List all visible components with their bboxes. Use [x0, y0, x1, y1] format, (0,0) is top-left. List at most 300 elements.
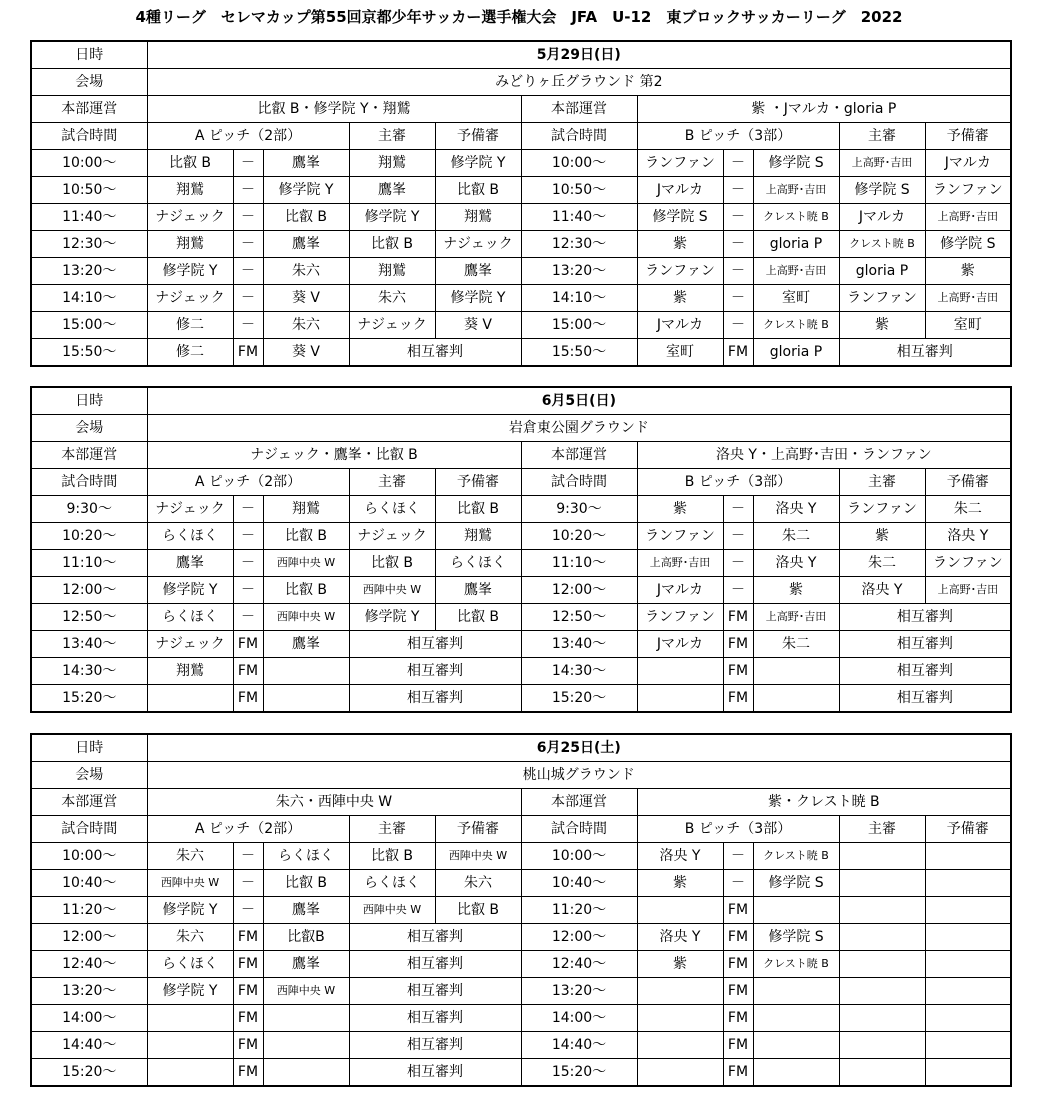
vs-mark-cell: － [723, 204, 753, 231]
match-time-label: 試合時間 [31, 123, 147, 150]
referee-cell: 西陣中央 W [349, 577, 435, 604]
vs-mark-cell: － [723, 231, 753, 258]
referee-cell [839, 924, 925, 951]
time-cell: 15:20～ [521, 685, 637, 713]
table-row [31, 658, 1011, 685]
venue-label: 会場 [31, 415, 147, 442]
referee-cell [839, 951, 925, 978]
team-home-cell: ナジェック [147, 285, 233, 312]
time-cell: 10:20～ [31, 523, 147, 550]
team-home-cell: 翔鷲 [147, 231, 233, 258]
team-away-cell: 比叡 B [263, 204, 349, 231]
time-cell: 10:00～ [31, 150, 147, 177]
table-row [31, 1032, 1011, 1059]
time-cell: 11:10～ [521, 550, 637, 577]
vs-mark-cell: FM [233, 339, 263, 367]
table-row [31, 1005, 1011, 1032]
vs-mark-cell: FM [723, 951, 753, 978]
team-away-cell [263, 658, 349, 685]
reserve-cell [925, 1005, 1011, 1032]
time-cell: 13:40～ [521, 631, 637, 658]
time-cell: 14:00～ [31, 1005, 147, 1032]
team-home-cell: 紫 [637, 870, 723, 897]
time-cell: 15:50～ [31, 339, 147, 367]
reserve-label: 予備審 [435, 123, 521, 150]
vs-mark-cell: FM [723, 604, 753, 631]
vs-mark-cell: FM [233, 685, 263, 713]
vs-mark-cell: － [723, 843, 753, 870]
time-cell: 12:00～ [31, 577, 147, 604]
mutual-referee: 相互審判 [839, 604, 1011, 631]
vs-mark-cell: FM [723, 658, 753, 685]
team-home-cell [147, 1059, 233, 1087]
team-away-cell [753, 1005, 839, 1032]
time-cell: 12:50～ [521, 604, 637, 631]
page-title: 4種リーグ セレマカップ第55回京都少年サッカー選手権大会 JFA U-12 東ブロックサッカーリーグ 2022 [135, 8, 903, 26]
team-home-cell [637, 658, 723, 685]
referee-label: 主審 [349, 816, 435, 843]
reserve-cell: 鷹峯 [435, 258, 521, 285]
vs-mark-cell: － [233, 312, 263, 339]
team-home-cell: 室町 [637, 339, 723, 367]
time-cell: 13:20～ [521, 978, 637, 1005]
vs-mark-cell: FM [723, 978, 753, 1005]
vs-mark-cell: － [723, 258, 753, 285]
time-cell: 14:40～ [31, 1032, 147, 1059]
mutual-referee: 相互審判 [349, 339, 521, 367]
reserve-cell [925, 978, 1011, 1005]
team-home-cell: Jマルカ [637, 631, 723, 658]
time-cell: 15:00～ [31, 312, 147, 339]
hq-teams-a: 朱六・西陣中央 W [147, 789, 521, 816]
table-row [31, 631, 1011, 658]
venue-name: 桃山城グラウンド [147, 762, 1011, 789]
vs-mark-cell: FM [723, 685, 753, 713]
time-cell: 12:40～ [521, 951, 637, 978]
hq-label: 本部運営 [521, 96, 637, 123]
reserve-label: 予備審 [435, 816, 521, 843]
mutual-referee: 相互審判 [839, 685, 1011, 713]
table-row [31, 550, 1011, 577]
referee-cell [839, 1032, 925, 1059]
team-away-cell: クレスト暁 B [753, 204, 839, 231]
team-away-cell [753, 1059, 839, 1087]
vs-mark-cell: － [233, 843, 263, 870]
vs-mark-cell: － [233, 258, 263, 285]
time-cell: 14:40～ [521, 1032, 637, 1059]
team-away-cell [753, 897, 839, 924]
vs-mark-cell: FM [723, 897, 753, 924]
reserve-cell [925, 843, 1011, 870]
time-cell: 14:00～ [521, 1005, 637, 1032]
time-cell: 14:10～ [31, 285, 147, 312]
schedule-table [30, 40, 1012, 367]
team-away-cell: 鷹峯 [263, 951, 349, 978]
referee-cell [839, 870, 925, 897]
vs-mark-cell: FM [723, 1005, 753, 1032]
vs-mark-cell: － [233, 231, 263, 258]
team-home-cell: ナジェック [147, 204, 233, 231]
vs-mark-cell: FM [723, 339, 753, 367]
venue-name: みどりヶ丘グラウンド 第2 [147, 69, 1011, 96]
vs-mark-cell: FM [233, 658, 263, 685]
vs-mark-cell: － [723, 523, 753, 550]
referee-label: 主審 [349, 123, 435, 150]
table-row [31, 978, 1011, 1005]
reserve-cell: 翔鷲 [435, 523, 521, 550]
vs-mark-cell: － [233, 550, 263, 577]
referee-label: 主審 [839, 816, 925, 843]
referee-cell [839, 843, 925, 870]
table-row [31, 604, 1011, 631]
team-away-cell: 朱二 [753, 523, 839, 550]
team-home-cell: 比叡 B [147, 150, 233, 177]
team-away-cell: 室町 [753, 285, 839, 312]
reserve-cell: 室町 [925, 312, 1011, 339]
referee-cell: ナジェック [349, 523, 435, 550]
team-home-cell: 鷹峯 [147, 550, 233, 577]
reserve-cell: 紫 [925, 258, 1011, 285]
team-away-cell: 鷹峯 [263, 231, 349, 258]
table-row [31, 496, 1011, 523]
table-row [31, 150, 1011, 177]
datetime-label: 日時 [31, 41, 147, 69]
team-home-cell [147, 1005, 233, 1032]
team-home-cell: 紫 [637, 285, 723, 312]
team-away-cell: らくほく [263, 843, 349, 870]
match-date: 6月25日(土) [147, 734, 1011, 762]
team-away-cell: gloria P [753, 339, 839, 367]
team-home-cell: 修二 [147, 312, 233, 339]
time-cell: 10:50～ [31, 177, 147, 204]
table-row [31, 339, 1011, 367]
reserve-label: 予備審 [925, 816, 1011, 843]
team-away-cell: 葵 V [263, 285, 349, 312]
mutual-referee: 相互審判 [349, 978, 521, 1005]
referee-cell [839, 1005, 925, 1032]
referee-cell: ランファン [839, 285, 925, 312]
team-away-cell: 洛央 Y [753, 496, 839, 523]
team-away-cell: 洛央 Y [753, 550, 839, 577]
vs-mark-cell: FM [233, 924, 263, 951]
team-home-cell: 翔鷲 [147, 177, 233, 204]
reserve-cell: 上高野･吉田 [925, 204, 1011, 231]
time-cell: 12:00～ [521, 577, 637, 604]
mutual-referee: 相互審判 [349, 1059, 521, 1087]
vs-mark-cell: － [233, 523, 263, 550]
team-away-cell: 葵 V [263, 339, 349, 367]
team-away-cell: 紫 [753, 577, 839, 604]
time-cell: 15:50～ [521, 339, 637, 367]
time-cell: 12:00～ [521, 924, 637, 951]
team-home-cell [637, 685, 723, 713]
time-cell: 10:00～ [31, 843, 147, 870]
time-cell: 10:20～ [521, 523, 637, 550]
time-cell: 9:30～ [521, 496, 637, 523]
vs-mark-cell: FM [233, 1032, 263, 1059]
match-time-label: 試合時間 [31, 469, 147, 496]
venue-name: 岩倉東公園グラウンド [147, 415, 1011, 442]
hq-label: 本部運営 [31, 442, 147, 469]
vs-mark-cell: － [233, 150, 263, 177]
team-home-cell: ナジェック [147, 631, 233, 658]
table-row [31, 897, 1011, 924]
team-home-cell: らくほく [147, 523, 233, 550]
team-away-cell [263, 1032, 349, 1059]
team-away-cell: 朱六 [263, 312, 349, 339]
reserve-cell: ランファン [925, 177, 1011, 204]
reserve-cell [925, 1032, 1011, 1059]
referee-cell [839, 897, 925, 924]
vs-mark-cell: － [723, 577, 753, 604]
team-away-cell: 朱六 [263, 258, 349, 285]
team-away-cell: 比叡 B [263, 870, 349, 897]
vs-mark-cell: － [723, 150, 753, 177]
pitch-b-label: B ピッチ（3部） [637, 816, 839, 843]
team-home-cell: 洛央 Y [637, 843, 723, 870]
mutual-referee: 相互審判 [349, 658, 521, 685]
mutual-referee: 相互審判 [349, 685, 521, 713]
pitch-b-label: B ピッチ（3部） [637, 123, 839, 150]
time-cell: 15:20～ [31, 685, 147, 713]
hq-teams-b: 紫・クレスト暁 B [637, 789, 1011, 816]
vs-mark-cell: － [723, 550, 753, 577]
match-time-label: 試合時間 [521, 816, 637, 843]
referee-cell: らくほく [349, 496, 435, 523]
team-away-cell [753, 685, 839, 713]
team-away-cell: 西陣中央 W [263, 550, 349, 577]
hq-teams-a: ナジェック・鷹峯・比叡 B [147, 442, 521, 469]
reserve-cell [925, 870, 1011, 897]
referee-cell: 西陣中央 W [349, 897, 435, 924]
team-home-cell: 修学院 Y [147, 978, 233, 1005]
team-home-cell: 朱六 [147, 924, 233, 951]
time-cell: 11:20～ [521, 897, 637, 924]
team-home-cell [637, 978, 723, 1005]
time-cell: 10:40～ [31, 870, 147, 897]
reserve-cell [925, 1059, 1011, 1087]
time-cell: 15:20～ [521, 1059, 637, 1087]
team-home-cell: 修学院 Y [147, 897, 233, 924]
team-home-cell: 修学院 Y [147, 577, 233, 604]
time-cell: 13:20～ [521, 258, 637, 285]
reserve-cell: 比叡 B [435, 897, 521, 924]
team-home-cell [147, 1032, 233, 1059]
time-cell: 11:40～ [31, 204, 147, 231]
reserve-label: 予備審 [925, 123, 1011, 150]
vs-mark-cell: － [233, 496, 263, 523]
referee-cell: らくほく [349, 870, 435, 897]
team-home-cell: ランファン [637, 150, 723, 177]
vs-mark-cell: － [233, 204, 263, 231]
table-row [31, 685, 1011, 713]
referee-cell: 翔鷲 [349, 150, 435, 177]
team-home-cell: 洛央 Y [637, 924, 723, 951]
table-row [31, 951, 1011, 978]
team-away-cell: 上高野･吉田 [753, 604, 839, 631]
table-row [31, 523, 1011, 550]
mutual-referee: 相互審判 [839, 631, 1011, 658]
time-cell: 13:20～ [31, 258, 147, 285]
hq-label: 本部運営 [31, 96, 147, 123]
referee-label: 主審 [349, 469, 435, 496]
reserve-label: 予備審 [925, 469, 1011, 496]
team-home-cell: ランファン [637, 258, 723, 285]
team-home-cell: 翔鷲 [147, 658, 233, 685]
referee-cell: 修学院 Y [349, 604, 435, 631]
hq-label: 本部運営 [521, 789, 637, 816]
mutual-referee: 相互審判 [349, 631, 521, 658]
team-home-cell: 紫 [637, 496, 723, 523]
time-cell: 11:10～ [31, 550, 147, 577]
mutual-referee: 相互審判 [349, 1005, 521, 1032]
referee-cell: ナジェック [349, 312, 435, 339]
mutual-referee: 相互審判 [839, 339, 1011, 367]
referee-label: 主審 [839, 469, 925, 496]
reserve-cell: らくほく [435, 550, 521, 577]
referee-cell: 修学院 Y [349, 204, 435, 231]
time-cell: 14:30～ [31, 658, 147, 685]
hq-teams-a: 比叡 B・修学院 Y・翔鷲 [147, 96, 521, 123]
team-home-cell [637, 1005, 723, 1032]
referee-cell: gloria P [839, 258, 925, 285]
team-home-cell: 朱六 [147, 843, 233, 870]
mutual-referee: 相互審判 [349, 924, 521, 951]
vs-mark-cell: － [233, 604, 263, 631]
team-away-cell [263, 1005, 349, 1032]
schedule-table [30, 386, 1012, 713]
time-cell: 13:40～ [31, 631, 147, 658]
vs-mark-cell: － [233, 897, 263, 924]
mutual-referee: 相互審判 [349, 951, 521, 978]
time-cell: 13:20～ [31, 978, 147, 1005]
vs-mark-cell: － [233, 870, 263, 897]
team-home-cell: 紫 [637, 231, 723, 258]
team-away-cell: 修学院 S [753, 150, 839, 177]
pitch-a-label: A ピッチ（2部） [147, 816, 349, 843]
table-row [31, 312, 1011, 339]
reserve-cell: ランファン [925, 550, 1011, 577]
vs-mark-cell: － [723, 177, 753, 204]
team-away-cell: クレスト暁 B [753, 843, 839, 870]
referee-cell: 洛央 Y [839, 577, 925, 604]
mutual-referee: 相互審判 [349, 1032, 521, 1059]
table-row [31, 177, 1011, 204]
time-cell: 15:00～ [521, 312, 637, 339]
reserve-cell: 洛央 Y [925, 523, 1011, 550]
hq-teams-b: 洛央 Y・上高野･吉田・ランファン [637, 442, 1011, 469]
team-home-cell [637, 1059, 723, 1087]
team-home-cell: 紫 [637, 951, 723, 978]
team-away-cell: 上高野･吉田 [753, 258, 839, 285]
referee-cell: 比叡 B [349, 843, 435, 870]
vs-mark-cell: － [233, 177, 263, 204]
team-away-cell [263, 685, 349, 713]
reserve-cell: 西陣中央 W [435, 843, 521, 870]
match-date: 5月29日(日) [147, 41, 1011, 69]
reserve-cell [925, 924, 1011, 951]
team-away-cell: 修学院 S [753, 870, 839, 897]
team-home-cell: 西陣中央 W [147, 870, 233, 897]
time-cell: 12:50～ [31, 604, 147, 631]
team-home-cell: 修学院 Y [147, 258, 233, 285]
team-away-cell: 比叡B [263, 924, 349, 951]
team-home-cell: ナジェック [147, 496, 233, 523]
time-cell: 12:30～ [31, 231, 147, 258]
referee-cell [839, 1059, 925, 1087]
table-row [31, 258, 1011, 285]
referee-cell: 比叡 B [349, 550, 435, 577]
vs-mark-cell: FM [233, 1059, 263, 1087]
hq-label: 本部運営 [31, 789, 147, 816]
match-time-label: 試合時間 [521, 123, 637, 150]
table-row [31, 924, 1011, 951]
table-row [31, 870, 1011, 897]
team-home-cell: ランファン [637, 523, 723, 550]
team-away-cell [753, 658, 839, 685]
datetime-label: 日時 [31, 387, 147, 415]
reserve-cell: 比叡 B [435, 177, 521, 204]
team-away-cell: クレスト暁 B [753, 312, 839, 339]
referee-cell: ランファン [839, 496, 925, 523]
vs-mark-cell: FM [723, 631, 753, 658]
team-away-cell: 比叡 B [263, 577, 349, 604]
team-away-cell: クレスト暁 B [753, 951, 839, 978]
vs-mark-cell: FM [723, 924, 753, 951]
reserve-cell [925, 951, 1011, 978]
referee-cell: 朱六 [349, 285, 435, 312]
reserve-cell: 修学院 Y [435, 150, 521, 177]
pitch-a-label: A ピッチ（2部） [147, 123, 349, 150]
match-time-label: 試合時間 [31, 816, 147, 843]
time-cell: 12:00～ [31, 924, 147, 951]
team-home-cell: Jマルカ [637, 577, 723, 604]
vs-mark-cell: － [723, 870, 753, 897]
time-cell: 14:10～ [521, 285, 637, 312]
referee-cell: 翔鷲 [349, 258, 435, 285]
vs-mark-cell: FM [723, 1032, 753, 1059]
vs-mark-cell: FM [233, 631, 263, 658]
referee-label: 主審 [839, 123, 925, 150]
vs-mark-cell: FM [723, 1059, 753, 1087]
table-row [31, 285, 1011, 312]
referee-cell: 紫 [839, 312, 925, 339]
table-row [31, 204, 1011, 231]
table-row [31, 231, 1011, 258]
time-cell: 12:30～ [521, 231, 637, 258]
team-away-cell: 修学院 Y [263, 177, 349, 204]
team-away-cell: 西陣中央 W [263, 978, 349, 1005]
vs-mark-cell: － [723, 496, 753, 523]
reserve-cell: 鷹峯 [435, 577, 521, 604]
pitch-a-label: A ピッチ（2部） [147, 469, 349, 496]
time-cell: 10:00～ [521, 843, 637, 870]
match-date: 6月5日(日) [147, 387, 1011, 415]
reserve-cell: Jマルカ [925, 150, 1011, 177]
reserve-cell: 朱六 [435, 870, 521, 897]
reserve-cell: 修学院 S [925, 231, 1011, 258]
reserve-cell: 上高野･吉田 [925, 577, 1011, 604]
pitch-b-label: B ピッチ（3部） [637, 469, 839, 496]
reserve-cell: 翔鷲 [435, 204, 521, 231]
reserve-label: 予備審 [435, 469, 521, 496]
referee-cell: クレスト暁 B [839, 231, 925, 258]
table-row [31, 1059, 1011, 1087]
reserve-cell: 修学院 Y [435, 285, 521, 312]
time-cell: 11:40～ [521, 204, 637, 231]
reserve-cell [925, 897, 1011, 924]
team-home-cell [637, 1032, 723, 1059]
